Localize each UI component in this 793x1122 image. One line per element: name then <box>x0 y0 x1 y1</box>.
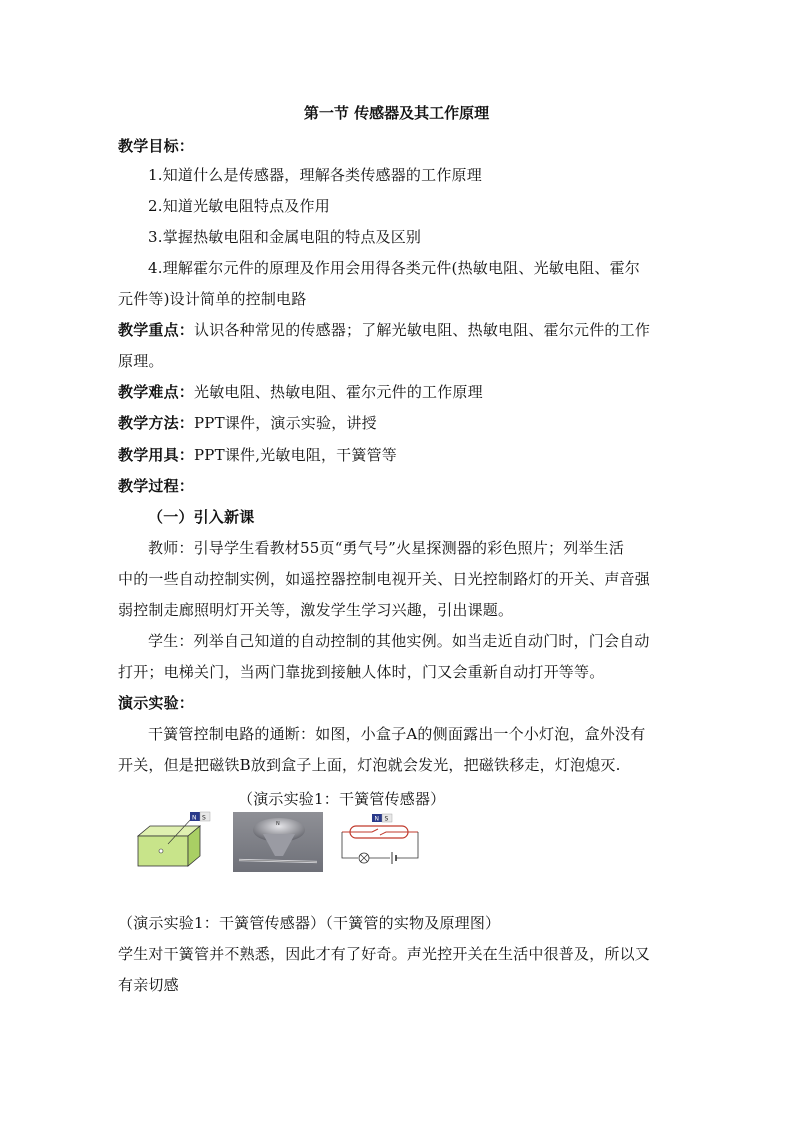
reed-switch-circuit-diagram <box>338 810 424 870</box>
key-text-cont: 原理。 <box>118 352 164 370</box>
circuit-n-label: N <box>374 815 379 823</box>
key-text: 认识各种常见的传感器；了解光敏电阻、热敏电阻、霍尔元件的工作 <box>194 321 651 339</box>
circuit-s-label: S <box>384 815 389 823</box>
figure-caption-bottom: （演示实验1：干簧管传感器）（干簧管的实物及原理图） <box>118 914 501 932</box>
page-title: 第一节 传感器及其工作原理 <box>303 104 490 122</box>
goal-item-3: 3.掌握热敏电阻和金属电阻的特点及区别 <box>148 228 422 246</box>
goal-item-2: 2.知道光敏电阻特点及作用 <box>148 197 330 215</box>
difficult-label: 教学难点： <box>118 383 195 401</box>
teaching-tools <box>118 445 678 465</box>
teacher-paragraph-line-1: 教师：引导学生看教材55页“勇气号”火星探测器的彩色照片；列举生活 <box>148 539 625 557</box>
figure-caption-top: （演示实验1：干簧管传感器） <box>238 790 446 808</box>
tools-text: PPT课件,光敏电阻，干簧管等 <box>194 446 397 464</box>
teacher-paragraph-line-2: 中的一些自动控制实例，如遥控器控制电视开关、日光控制路灯的开关、声音强 <box>118 570 651 588</box>
process-heading: 教学过程： <box>118 477 195 495</box>
student-paragraph-line-1: 学生：列举自己知道的自动控制的其他实例。如当走近自动门时，门会自动 <box>148 632 650 650</box>
tools-label: 教学用具： <box>118 446 195 464</box>
circuit-wire-right <box>400 832 418 858</box>
teacher-paragraph-line-3: 弱控制走廊照明灯开关等，激发学生学习兴趣，引出课题。 <box>118 601 514 619</box>
closing-paragraph-line-2: 有亲切感 <box>118 976 179 994</box>
demo-paragraph-line-2: 开关，但是把磁铁B放到盒子上面，灯泡就会发光，把磁铁移走，灯泡熄灭. <box>118 756 621 774</box>
difficult-text: 光敏电阻、热敏电阻、霍尔元件的工作原理 <box>194 383 483 401</box>
box-with-magnet-figure <box>134 810 214 870</box>
circuit-wire-left <box>342 832 358 858</box>
method-label: 教学方法： <box>118 414 195 432</box>
difficult-points <box>118 382 678 402</box>
key-points <box>118 320 678 340</box>
closing-paragraph-line-1: 学生对干簧管并不熟悉，因此才有了好奇。声光控开关在生活中很普及，所以又 <box>118 945 651 963</box>
demo-heading: 演示实验： <box>118 694 195 712</box>
teaching-method <box>118 413 678 433</box>
photo-n-mark: N <box>276 821 280 827</box>
goal-item-1: 1.知道什么是传感器，理解各类传感器的工作原理 <box>148 166 482 184</box>
section-heading-intro: （一）引入新课 <box>148 508 255 526</box>
student-paragraph-line-2: 打开；电梯关门，当两门靠拢到接触人体时，门又会重新自动打开等等。 <box>118 663 605 681</box>
magnet-s-label: S <box>202 814 206 822</box>
reed-contact-right <box>380 832 418 835</box>
magnet-n-label: N <box>192 814 197 822</box>
method-text: PPT课件，演示实验，讲授 <box>194 414 377 432</box>
demo-paragraph-line-1: 干簧管控制电路的通断：如图，小盒子A的侧面露出一个小灯泡，盒外没有 <box>148 725 646 743</box>
key-label: 教学重点： <box>118 321 195 339</box>
goal-item-4-cont: 元件等)设计简单的控制电路 <box>118 290 307 308</box>
goal-item-4: 4.理解霍尔元件的原理及作用会用得各类元件(热敏电阻、光敏电阻、霍尔 <box>148 259 640 277</box>
goals-heading: 教学目标： <box>118 137 195 155</box>
reed-switch-photo <box>233 812 323 872</box>
reed-contact-left <box>342 829 378 832</box>
bulb-icon <box>159 849 163 853</box>
